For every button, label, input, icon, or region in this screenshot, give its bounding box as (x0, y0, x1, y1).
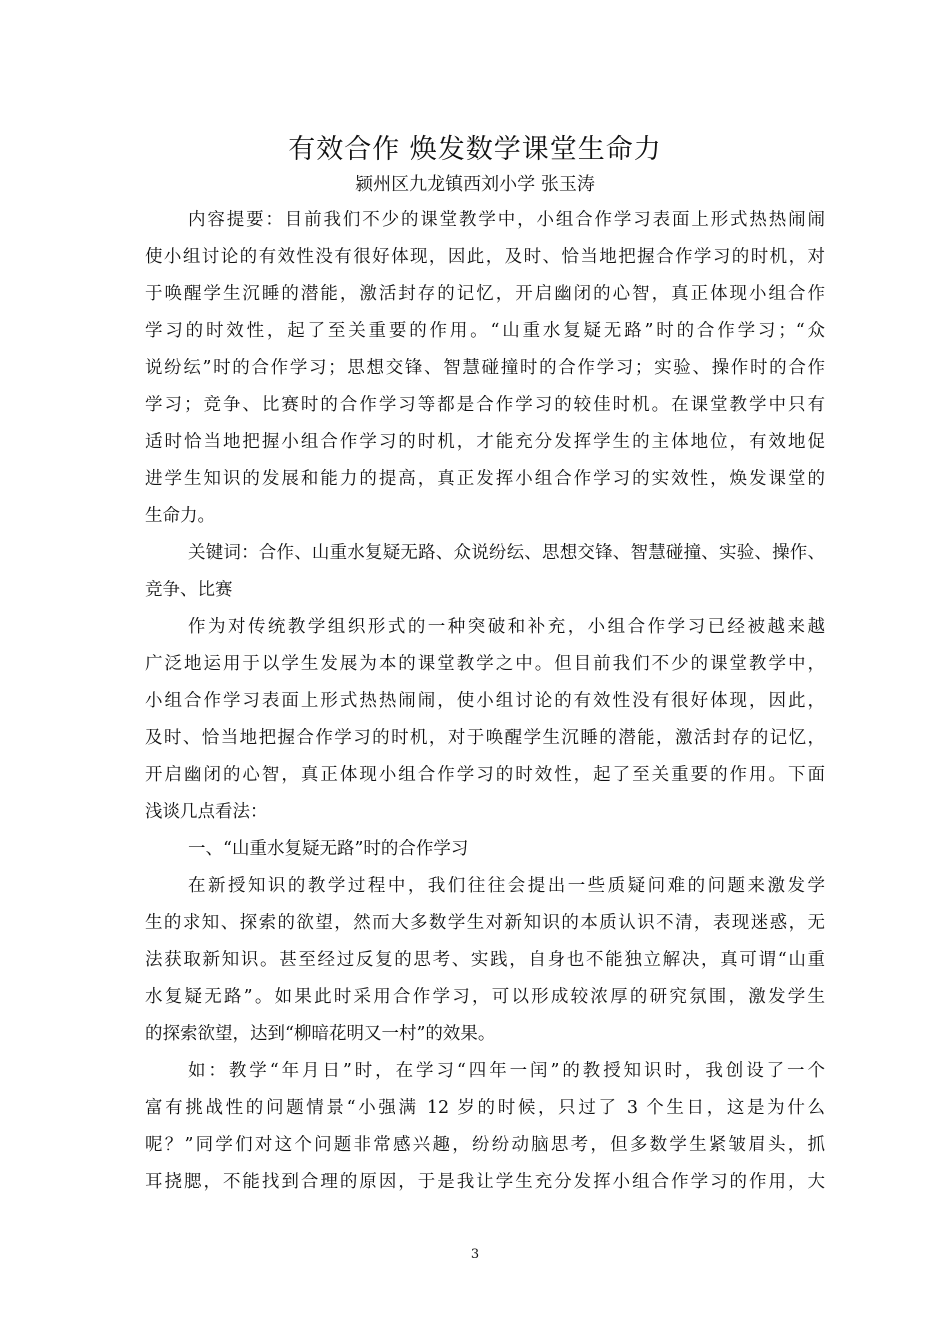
paragraph-line: 在新授知识的教学过程中，我们往往会提出一些质疑问难的问题来激发学 (188, 876, 825, 896)
document-title: 有效合作 焕发数学课堂生命力 (288, 134, 662, 165)
abstract-line: 内容提要：目前我们不少的课堂教学中，小组合作学习表面上形式热热闹闹 (188, 210, 825, 230)
paragraph-line: 作为对传统教学组织形式的一种突破和补充，小组合作学习已经被越来越 (188, 617, 825, 637)
abstract-line: 说纷纭”时的合作学习；思想交锋、智慧碰撞时的合作学习；实验、操作时的合作 (145, 358, 825, 378)
document-body (145, 202, 825, 1201)
abstract-line: 学习的时效性，起了至关重要的作用。“山重水复疑无路”时的合作学习；“众 (145, 321, 825, 341)
abstract-line: 使小组讨论的有效性没有很好体现，因此，及时、恰当地把握合作学习的时机，对 (145, 247, 825, 267)
paragraph-line: 生的求知、探索的欲望，然而大多数学生对新知识的本质认识不清，表现迷惑，无 (145, 913, 825, 933)
section-heading: 一、“山重水复疑无路”时的合作学习 (188, 839, 469, 859)
paragraph-line: 呢？”同学们对这个问题非常感兴趣，纷纷动脑思考，但多数学生紧皱眉头，抓 (145, 1135, 825, 1155)
paragraph-line: 及时、恰当地把握合作学习的时机，对于唤醒学生沉睡的潜能，激活封存的记忆， (145, 728, 825, 748)
abstract-line: 生命力。 (145, 506, 215, 526)
paragraph-line: 富有挑战性的问题情景“小强满 12 岁的时候，只过了 3 个生日，这是为什么 (145, 1098, 825, 1118)
paragraph-line: 的探索欲望，达到“柳暗花明又一村”的效果。 (145, 1024, 496, 1044)
keywords-line: 竞争、比赛 (145, 580, 233, 600)
keywords-line: 关键词：合作、山重水复疑无路、众说纷纭、思想交锋、智慧碰撞、实验、操作、 (188, 543, 825, 563)
abstract-line: 进学生知识的发展和能力的提高，真正发挥小组合作学习的实效性，焕发课堂的 (145, 469, 825, 489)
paragraph-line: 开启幽闭的心智，真正体现小组合作学习的时效性，起了至关重要的作用。下面 (145, 765, 825, 785)
paragraph-line: 小组合作学习表面上形式热热闹闹，使小组讨论的有效性没有很好体现，因此， (145, 691, 825, 711)
paragraph-line: 如：教学“年月日”时，在学习“四年一闰”的教授知识时，我创设了一个 (188, 1061, 825, 1081)
abstract-line: 适时恰当地把握小组合作学习的时机，才能充分发挥学生的主体地位，有效地促 (145, 432, 825, 452)
page-number: 3 (470, 1247, 480, 1262)
abstract-line: 学习；竞争、比赛时的合作学习等都是合作学习的较佳时机。在课堂教学中只有 (145, 395, 825, 415)
paragraph-line: 浅谈几点看法： (145, 802, 268, 822)
paragraph-line: 水复疑无路”。如果此时采用合作学习，可以形成较浓厚的研究氛围，激发学生 (145, 987, 825, 1007)
paragraph-line: 耳挠腮，不能找到合理的原因，于是我让学生充分发挥小组合作学习的作用，大 (145, 1172, 825, 1192)
document-author: 颍州区九龙镇西刘小学 张玉涛 (355, 174, 595, 195)
paragraph-line: 广泛地运用于以学生发展为本的课堂教学之中。但目前我们不少的课堂教学中， (145, 654, 825, 674)
paragraph-line: 法获取新知识。甚至经过反复的思考、实践，自身也不能独立解决，真可谓“山重 (145, 950, 825, 970)
abstract-line: 于唤醒学生沉睡的潜能，激活封存的记忆，开启幽闭的心智，真正体现小组合作 (145, 284, 825, 304)
